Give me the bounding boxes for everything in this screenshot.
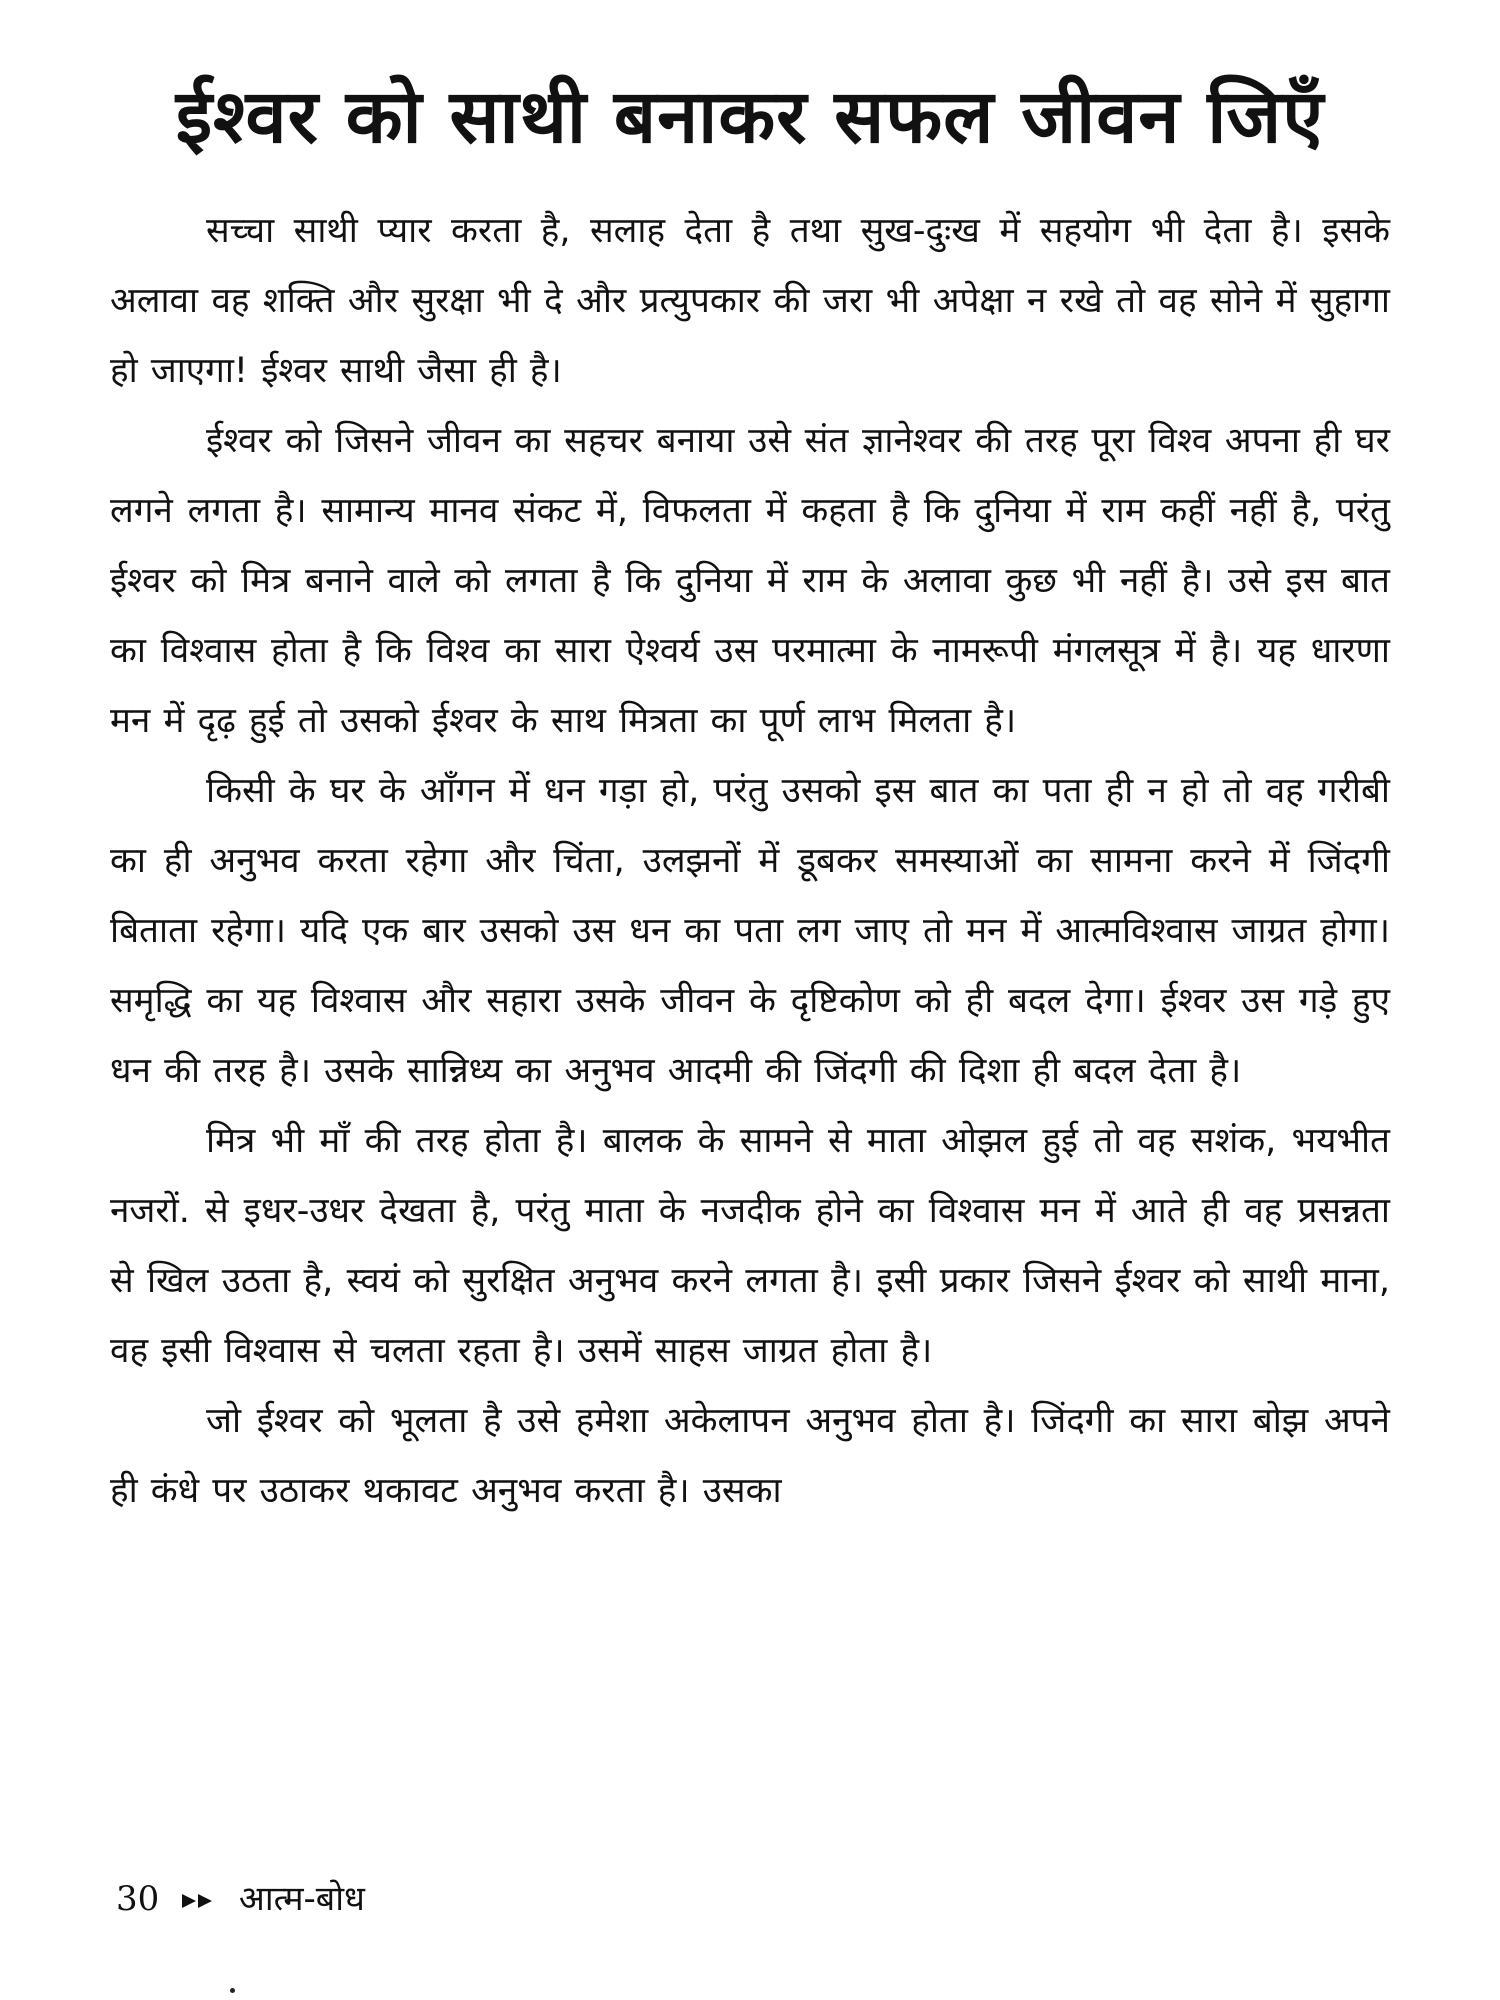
paragraph-3: किसी के घर के आँगन में धन गड़ा हो, परंतु उसको इस बात का पता ही न हो तो वह गरीबी का ही अनुभव करता रहेगा और चिंता, उलझनों में डूबकर समस्याओं का सामना करने में जिंदगी बिताता रहेगा। यदि एक बार उसको उस धन का पता लग जाए तो मन में आत्मविश्वास जाग्रत होगा। समृद्धि का यह विश्वास और सहारा उसके जीवन के दृष्टिकोण को ही बदल देगा। ईश्वर उस गड़े हुए धन की तरह है। उसके सान्निध्य का अनुभव आदमी की जिंदगी की दिशा ही बदल देता है। — [110, 771, 1390, 1091]
book-title: आत्म-बोध — [238, 1879, 365, 1919]
paragraph-5: जो ईश्वर को भूलता है उसे हमेशा अकेलापन अनुभव होता है। जिंदगी का सारा बोझ अपने ही कंधे पर उठाकर थकावट अनुभव करता है। उसका — [110, 1401, 1390, 1511]
chapter-title: ईश्वर को साथी बनाकर सफल जीवन जिएँ — [175, 74, 1325, 160]
paragraph-4: मित्र भी माँ की तरह होता है। बालक के सामने से माता ओझल हुई तो वह सशंक, भयभीत नजरों. से इधर-उधर देखता है, परंतु माता के नजदीक होने का विश्वास मन में आते ही वह प्रसन्नता से खिल उठता है, स्वयं को सुरक्षित अनुभव करने लगता है। इसी प्रकार जिसने ईश्वर को साथी माना, वह इसी विश्वास से चलता रहता है। उसमें साहस जाग्रत होता है। — [110, 1121, 1390, 1371]
page-number: 30 — [116, 1879, 160, 1919]
body-text — [110, 196, 1390, 1526]
paragraph-2: ईश्वर को जिसने जीवन का सहचर बनाया उसे संत ज्ञानेश्वर की तरह पूरा विश्व अपना ही घर लगने लगता है। सामान्य मानव संकट में, विफलता में कहता है कि दुनिया में राम कहीं नहीं है, परंतु ईश्वर को मित्र बनाने वाले को लगता है कि दुनिया में राम के अलावा कुछ भी नहीं है। उसे इस बात का विश्वास होता है कि विश्व का सारा ऐश्वर्य उस परमात्मा के नामरूपी मंगलसूत्र में है। यह धारणा मन में दृढ़ हुई तो उसको ईश्वर के साथ मित्रता का पूर्ण लाभ मिलता है। — [110, 421, 1390, 741]
double-right-triangle-icon — [180, 1891, 216, 1911]
paragraph-1: सच्चा साथी प्यार करता है, सलाह देता है तथा सुख-दुःख में सहयोग भी देता है। इसके अलावा वह शक्ति और सुरक्षा भी दे और प्रत्युपकार की जरा भी अपेक्षा न रखे तो वह सोने में सुहागा हो जाएगा! ईश्वर साथी जैसा ही है। — [110, 211, 1390, 391]
scan-speck — [230, 1988, 235, 1993]
page-footer — [116, 1874, 365, 1924]
